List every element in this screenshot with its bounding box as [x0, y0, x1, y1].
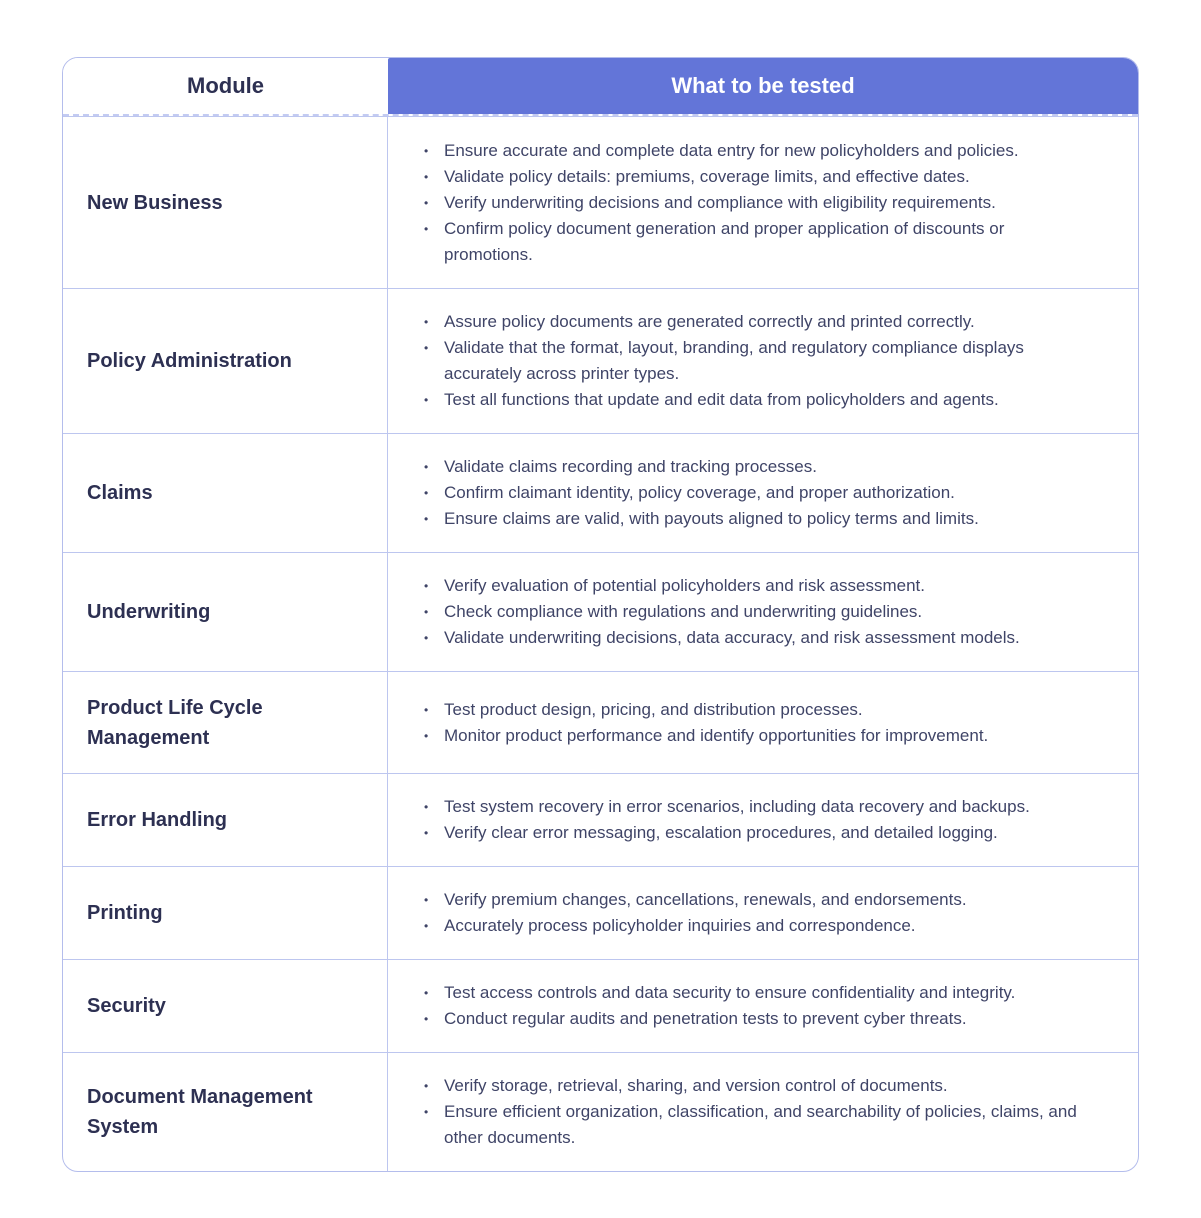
bullet-text: Verify clear error messaging, escalation procedures, and detailed logging. [444, 823, 998, 842]
bullet-item [424, 506, 1094, 532]
bullet-icon: • [424, 512, 429, 526]
tested-cell [388, 960, 1138, 1052]
module-label: Claims [87, 482, 153, 504]
bullet-icon: • [424, 631, 429, 645]
table-row [63, 433, 1138, 552]
bullet-item [424, 138, 1094, 164]
bullet-icon: • [424, 702, 429, 717]
bullet-icon: • [424, 169, 429, 184]
bullet-text: Test product design, pricing, and distribution processes. [444, 699, 863, 719]
module-cell [63, 672, 388, 773]
bullet-item [424, 794, 1094, 820]
bullet-text: Conduct regular audits and penetration tests to prevent cyber threats. [444, 1009, 967, 1028]
bullet-text: Test all functions that update and edit data from policyholders and agents. [444, 390, 999, 409]
module-cell [63, 774, 388, 866]
bullet-item [424, 387, 1094, 413]
module-label: Error Handling [87, 809, 228, 831]
bullet-item [424, 723, 1094, 749]
bullet-item [424, 697, 1094, 723]
bullet-icon: • [424, 486, 429, 500]
bullet-icon: • [424, 579, 429, 593]
bullet-text: Verify underwriting decisions and compliance with eligibility requirements. [444, 192, 996, 212]
bullet-text: Validate underwriting decisions, data accuracy, and risk assessment models. [444, 628, 1020, 647]
table-row [63, 959, 1138, 1052]
bullet-icon: • [424, 315, 429, 329]
bullet-icon: • [424, 341, 429, 355]
bullet-text: Validate that the format, layout, branding, and regulatory compliance displays accurately across printer types. [444, 338, 1024, 383]
tested-cell [388, 867, 1138, 959]
bullet-item [424, 309, 1094, 335]
table-row [63, 116, 1138, 288]
bullet-item [424, 454, 1094, 480]
bullet-icon: • [424, 986, 429, 1000]
bullet-icon: • [424, 1012, 429, 1026]
tested-cell [388, 117, 1138, 288]
bullet-item [424, 1006, 1094, 1032]
bullet-text: Test access controls and data security to ensure confidentiality and integrity. [444, 983, 1016, 1002]
bullet-icon: • [424, 1079, 429, 1093]
bullet-item [424, 887, 1094, 913]
table-row [63, 552, 1138, 671]
tested-cell [388, 672, 1138, 773]
bullet-icon: • [424, 826, 429, 840]
table-header-row [63, 58, 1138, 116]
bullet-text: Confirm policy document generation and proper application of discounts or promotions. [444, 218, 1005, 264]
module-label: New Business [87, 191, 223, 214]
table-row [63, 866, 1138, 959]
bullet-item [424, 1099, 1094, 1151]
bullet-icon: • [424, 143, 429, 158]
bullet-text: Verify storage, retrieval, sharing, and version control of documents. [444, 1076, 948, 1095]
bullet-item [424, 599, 1094, 625]
table-row [63, 773, 1138, 866]
bullet-item [424, 820, 1094, 846]
bullet-text: Validate claims recording and tracking processes. [444, 457, 817, 476]
bullet-text: Assure policy documents are generated correctly and printed correctly. [444, 312, 975, 331]
table-row [63, 1052, 1138, 1171]
module-cell [63, 553, 388, 671]
bullet-text: Confirm claimant identity, policy coverage, and proper authorization. [444, 483, 955, 502]
bullet-text: Validate policy details: premiums, coverage limits, and effective dates. [444, 166, 970, 186]
bullet-icon: • [424, 393, 429, 407]
column-header-module-label: Module [187, 73, 264, 98]
module-label: Product Life Cycle Management [87, 696, 263, 749]
bullet-item [424, 164, 1094, 190]
bullet-icon: • [424, 919, 429, 933]
tested-cell [388, 1053, 1138, 1171]
bullet-icon: • [424, 728, 429, 743]
bullet-icon: • [424, 893, 429, 907]
module-label: Security [87, 995, 166, 1017]
bullet-text: Monitor product performance and identify opportunities for improvement. [444, 725, 989, 745]
bullet-text: Accurately process policyholder inquiries and correspondence. [444, 916, 916, 935]
module-cell [63, 289, 388, 433]
bullet-item [424, 480, 1094, 506]
column-header-tested-label: What to be tested [671, 73, 855, 98]
test-modules-table [62, 57, 1139, 1172]
bullet-text: Ensure efficient organization, classification, and searchability of policies, claims, and other documents. [444, 1102, 1077, 1147]
tested-cell [388, 289, 1138, 433]
module-label: Policy Administration [87, 350, 292, 372]
bullet-item [424, 190, 1094, 216]
module-label: Underwriting [87, 601, 211, 623]
bullet-icon: • [424, 800, 429, 814]
bullet-text: Check compliance with regulations and underwriting guidelines. [444, 602, 923, 621]
tested-cell [388, 553, 1138, 671]
table-row [63, 288, 1138, 433]
bullet-icon: • [424, 1105, 429, 1119]
column-header-module [63, 58, 388, 114]
module-label: Document Management System [87, 1086, 313, 1138]
bullet-text: Test system recovery in error scenarios, including data recovery and backups. [444, 797, 1030, 816]
bullet-text: Verify evaluation of potential policyholders and risk assessment. [444, 576, 925, 595]
bullet-icon: • [424, 195, 429, 210]
bullet-icon: • [424, 460, 429, 474]
module-cell [63, 1053, 388, 1171]
module-cell [63, 960, 388, 1052]
tested-cell [388, 434, 1138, 552]
column-header-tested [388, 58, 1138, 114]
module-cell [63, 117, 388, 288]
bullet-item [424, 573, 1094, 599]
module-label: Printing [87, 902, 163, 924]
bullet-item [424, 335, 1094, 387]
bullet-text: Ensure claims are valid, with payouts aligned to policy terms and limits. [444, 509, 979, 528]
module-cell [63, 867, 388, 959]
tested-cell [388, 774, 1138, 866]
bullet-icon: • [424, 221, 429, 236]
bullet-icon: • [424, 605, 429, 619]
module-cell [63, 434, 388, 552]
bullet-item [424, 1073, 1094, 1099]
bullet-item [424, 980, 1094, 1006]
bullet-text: Verify premium changes, cancellations, renewals, and endorsements. [444, 890, 967, 909]
bullet-item [424, 913, 1094, 939]
bullet-item [424, 216, 1094, 268]
bullet-item [424, 625, 1094, 651]
bullet-text: Ensure accurate and complete data entry for new policyholders and policies. [444, 140, 1019, 160]
table-row [63, 671, 1138, 773]
